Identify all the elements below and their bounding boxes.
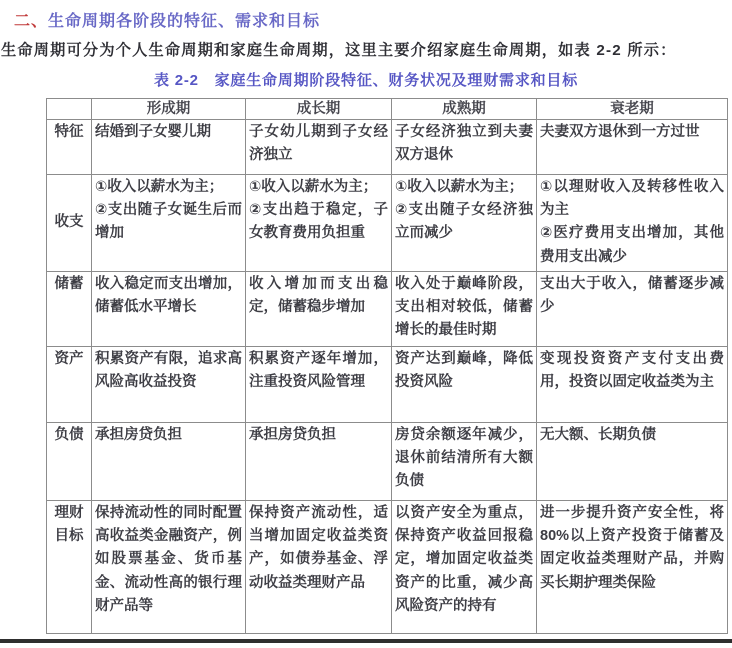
- cell-paragraph: 承担房贷负担: [95, 426, 182, 443]
- table-header-row: [47, 98, 728, 119]
- cell-paragraph: 房贷余额逐年减少，退休前结清所有大额负债: [395, 426, 533, 490]
- cell-paragraph: ①收入以薪水为主；: [95, 178, 224, 195]
- table-cell: [92, 271, 246, 346]
- cell-paragraph: ②医疗费用支出增加，其他费用支出减少: [540, 225, 724, 265]
- cell-paragraph: 无大额、长期负债: [540, 426, 656, 443]
- cell-paragraph: ①收入以薪水为主；: [249, 178, 378, 195]
- table-cell: [92, 500, 246, 633]
- column-header: 成熟期: [392, 98, 537, 119]
- cell-paragraph: 变现投资资产支付支出费用，投资以固定收益类为主: [540, 350, 724, 391]
- table-cell: [246, 346, 392, 422]
- cell-paragraph: 承担房贷负担: [249, 426, 336, 443]
- section-number: 二、: [14, 13, 49, 30]
- cell-paragraph: 收入处于巅峰阶段，支出相对较低，储蓄增长的最佳时期: [395, 275, 533, 339]
- table-row: [47, 119, 728, 174]
- table-cell: [537, 346, 728, 422]
- table-cell: [246, 422, 392, 500]
- column-header: 衰老期: [537, 98, 728, 119]
- cell-paragraph: 收入稳定而支出增加，储蓄低水平增长: [95, 275, 242, 316]
- table-cell: [246, 174, 392, 271]
- cell-paragraph: ②支出趋于稳定，子女教育费用负担重: [249, 202, 388, 242]
- table-cell: [537, 500, 728, 633]
- row-label: 特征: [47, 119, 92, 174]
- corner-cell: [47, 98, 92, 119]
- table-cell: [392, 174, 537, 271]
- cell-paragraph: 保持资产流动性，适当增加固定收益类资产，如债券基金、浮动收益类理财产品: [249, 504, 388, 591]
- table-cell: [392, 346, 537, 422]
- cell-paragraph: 结婚到子女婴儿期: [95, 123, 211, 140]
- table-cell: [392, 500, 537, 633]
- cell-paragraph: 收入增加而支出稳定，储蓄稳步增加: [249, 275, 388, 316]
- cell-paragraph: 夫妻双方退休到一方过世: [540, 123, 700, 140]
- table-row: [47, 500, 728, 633]
- cell-paragraph: ②支出随子女诞生后而增加: [95, 202, 242, 242]
- row-label: 收支: [47, 174, 92, 271]
- table-cell: [246, 119, 392, 174]
- section-title: 生命周期各阶段的特征、需求和目标: [48, 13, 321, 30]
- cell-paragraph: 进一步提升资产安全性，将 80%以上资产投资于储蓄及固定收益类理财产品，并购买长期护理类保险: [540, 504, 724, 591]
- cell-paragraph: 积累资产有限，追求高风险高收益投资: [95, 350, 242, 391]
- cell-paragraph: 子女幼儿期到子女经济独立: [249, 123, 388, 164]
- lifecycle-table: [46, 98, 728, 634]
- row-label: 资产: [47, 346, 92, 422]
- table-row: [47, 174, 728, 271]
- table-cell: [246, 500, 392, 633]
- row-label: 负债: [47, 422, 92, 500]
- intro-paragraph: 生命周期可分为个人生命周期和家庭生命周期，这里主要介绍家庭生命周期，如表 2-2 所示：: [1, 42, 677, 60]
- cell-paragraph: 支出大于收入，储蓄逐步减少: [540, 275, 724, 316]
- table-cell: [392, 119, 537, 174]
- cell-paragraph: ①以理财收入及转移性收入为主: [540, 178, 724, 219]
- cell-paragraph: 子女经济独立到夫妻双方退休: [395, 123, 533, 164]
- table-cell: [537, 119, 728, 174]
- row-label: 储蓄: [47, 271, 92, 346]
- table-cell: [392, 271, 537, 346]
- table-cell: [246, 271, 392, 346]
- table-cell: [92, 174, 246, 271]
- cell-paragraph: 积累资产逐年增加，注重投资风险管理: [249, 350, 388, 391]
- table-cell: [537, 271, 728, 346]
- table-cell: [537, 174, 728, 271]
- cell-paragraph: 保持流动性的同时配置高收益类金融资产，例如股票基金、货币基金、流动性高的银行理财产品等: [95, 504, 242, 614]
- cell-paragraph: 以资产安全为重点，保持资产收益回报稳定，增加固定收益类资产的比重，减少高风险资产的持有: [395, 504, 533, 614]
- table-cell: [92, 346, 246, 422]
- cell-paragraph: ①收入以薪水为主；: [395, 178, 524, 195]
- cell-paragraph: ②支出随子女经济独立而减少: [395, 202, 533, 242]
- section-heading: [14, 12, 732, 31]
- table-cell: [392, 422, 537, 500]
- column-header: 形成期: [92, 98, 246, 119]
- row-label: 理财目标: [47, 500, 92, 633]
- column-header: 成长期: [246, 98, 392, 119]
- page-bottom-rule: [0, 639, 732, 643]
- cell-paragraph: 资产达到巅峰，降低投资风险: [395, 350, 533, 391]
- table-cell: [92, 119, 246, 174]
- table-row: [47, 346, 728, 422]
- table-caption: 表 2-2 家庭生命周期阶段特征、财务状况及理财需求和目标: [153, 71, 579, 89]
- table-row: [47, 422, 728, 500]
- table-row: [47, 271, 728, 346]
- table-cell: [92, 422, 246, 500]
- table-cell: [537, 422, 728, 500]
